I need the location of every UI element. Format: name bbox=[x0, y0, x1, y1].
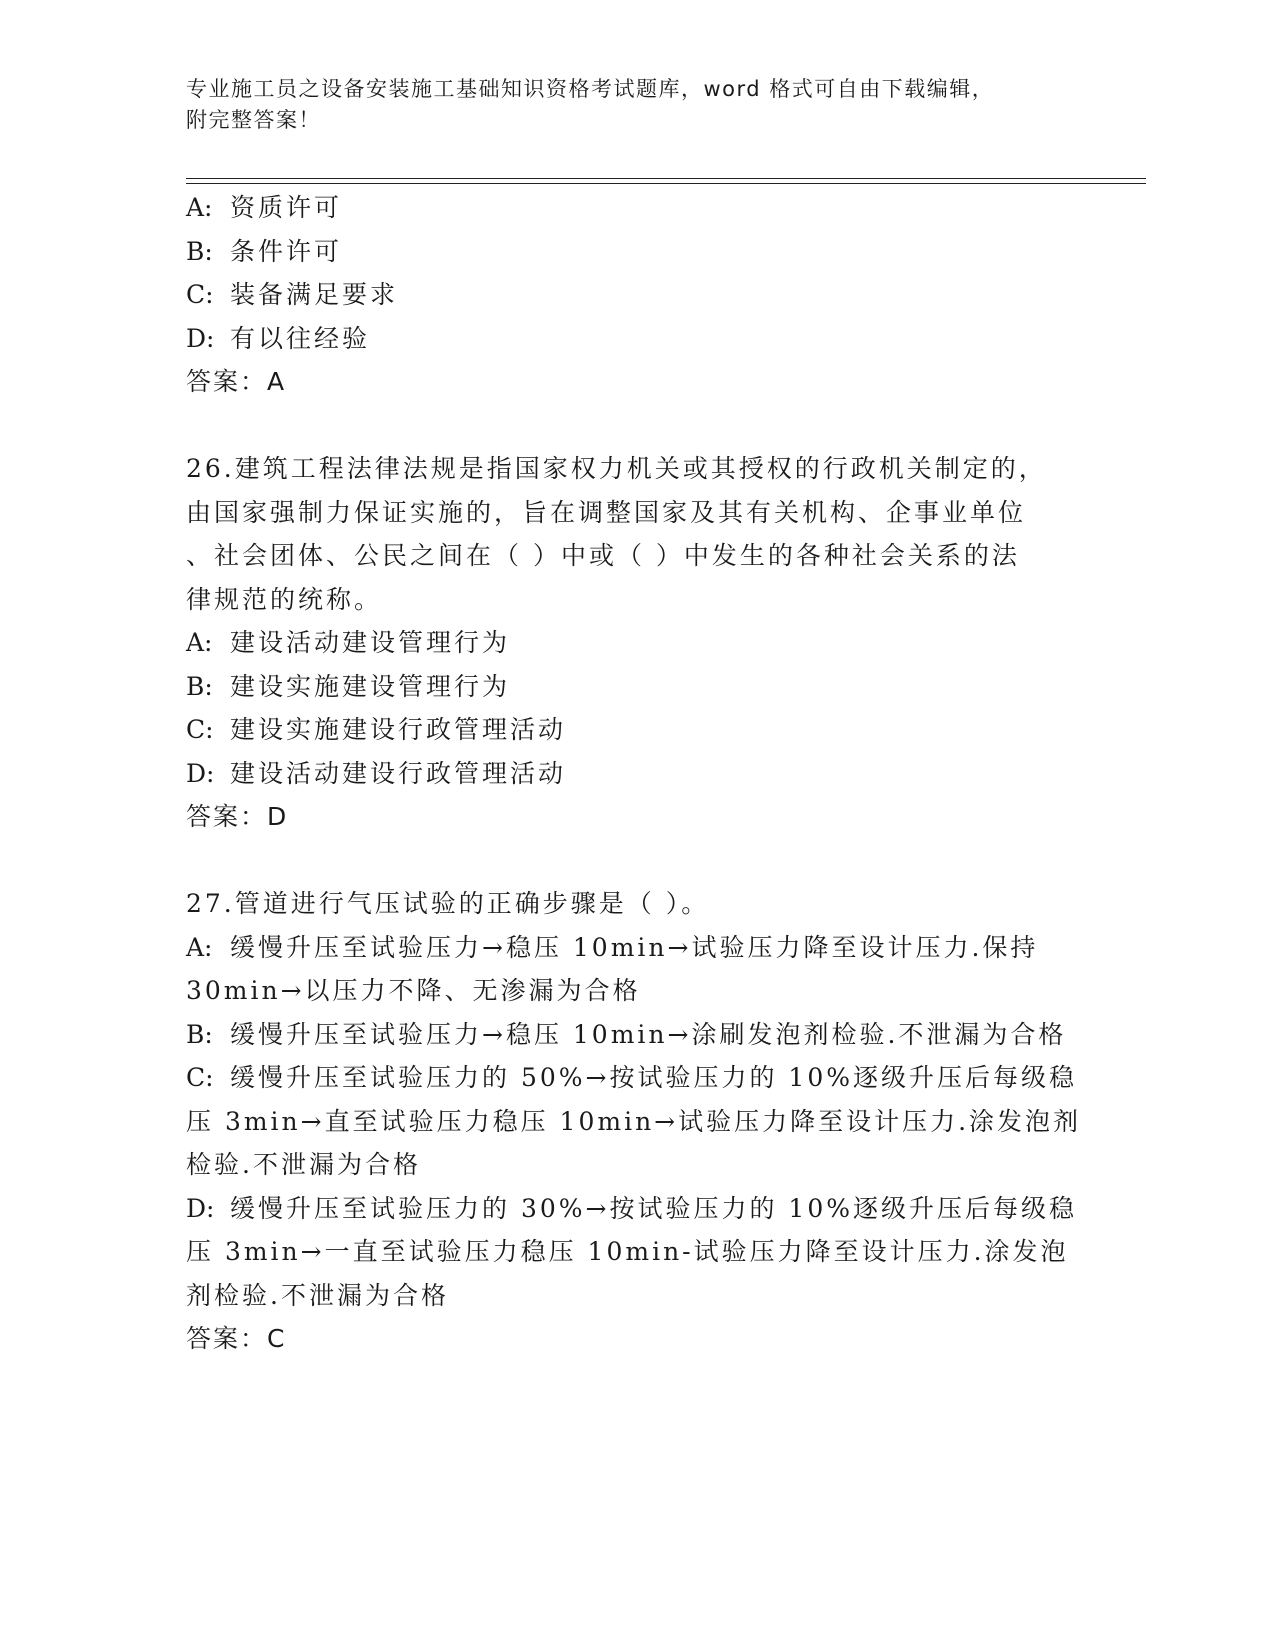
q27-option-c-cont: 压 3min→直至试验压力稳压 10min→试验压力降至设计压力.涂发泡剂 bbox=[186, 1107, 1082, 1136]
q26-answer: 答案：D bbox=[186, 802, 289, 831]
q27-option-d: D: 缓慢升压至试验压力的 30%→按试验压力的 10%逐级升压后每级稳 bbox=[186, 1194, 1077, 1223]
q25-option-a: A: 资质许可 bbox=[186, 193, 343, 222]
header-line-2: 附完整答案！ bbox=[186, 108, 321, 132]
q26-stem-line: 由国家强制力保证实施的，旨在调整国家及其有关机构、企事业单位 bbox=[186, 498, 1027, 527]
header-double-rule bbox=[186, 178, 1146, 184]
q27-option-c: C: 缓慢升压至试验压力的 50%→按试验压力的 10%逐级升压后每级稳 bbox=[186, 1063, 1077, 1092]
document-header bbox=[186, 74, 1106, 136]
q27-option-b: B: 缓慢升压至试验压力→稳压 10min→涂刷发泡剂检验.不泄漏为合格 bbox=[186, 1020, 1067, 1049]
q27-option-a: A: 缓慢升压至试验压力→稳压 10min→试验压力降至设计压力.保持 bbox=[186, 933, 1039, 962]
q26-stem-line: 律规范的统称。 bbox=[186, 585, 383, 614]
q26-option-a: A: 建设活动建设管理行为 bbox=[186, 628, 511, 657]
q27-option-c-cont: 检验.不泄漏为合格 bbox=[186, 1150, 421, 1179]
header-line-1: 专业施工员之设备安装施工基础知识资格考试题库，word 格式可自由下载编辑， bbox=[186, 77, 995, 101]
q26-option-b: B: 建设实施建设管理行为 bbox=[186, 672, 511, 701]
q26-stem-line: 、社会团体、公民之间在（ ）中或（ ）中发生的各种社会关系的法 bbox=[186, 541, 1020, 570]
q25-option-c: C: 装备满足要求 bbox=[186, 280, 399, 309]
document-page bbox=[186, 0, 1146, 1650]
q27-answer: 答案：C bbox=[186, 1324, 287, 1353]
q27-option-d-cont: 压 3min→一直至试验压力稳压 10min-试验压力降至设计压力.涂发泡 bbox=[186, 1237, 1069, 1266]
q26-stem-line: 26.建筑工程法律法规是指国家权力机关或其授权的行政机关制定的， bbox=[186, 454, 1047, 483]
q26-option-d: D: 建设活动建设行政管理活动 bbox=[186, 759, 567, 788]
q25-option-d: D: 有以往经验 bbox=[186, 324, 371, 353]
q27-option-d-cont: 剂检验.不泄漏为合格 bbox=[186, 1281, 449, 1310]
q27-option-a-cont: 30min→以压力不降、无渗漏为合格 bbox=[186, 976, 641, 1005]
q25-option-b: B: 条件许可 bbox=[186, 237, 343, 266]
q26-option-c: C: 建设实施建设行政管理活动 bbox=[186, 715, 567, 744]
q25-answer: 答案：A bbox=[186, 367, 287, 396]
q27-stem-line: 27.管道进行气压试验的正确步骤是（ ）。 bbox=[186, 889, 710, 918]
